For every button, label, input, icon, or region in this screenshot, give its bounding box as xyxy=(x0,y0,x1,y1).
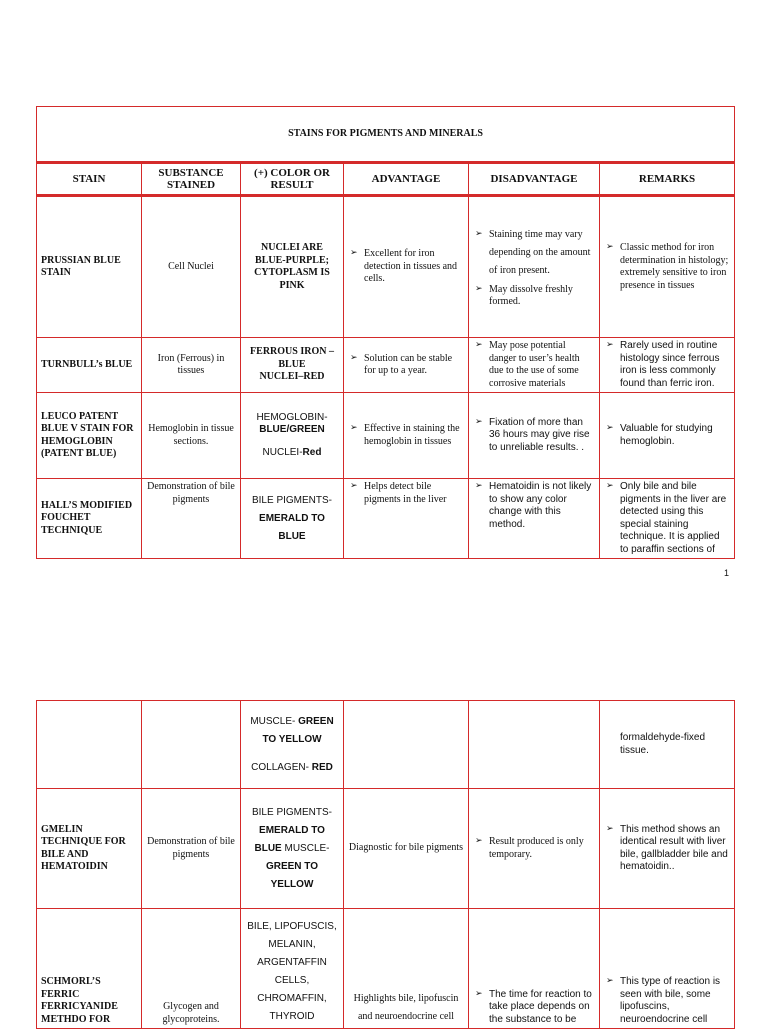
advantage-text: Helps detect bile pigments in the liver xyxy=(364,481,447,505)
remarks-cell xyxy=(600,393,735,479)
arrow-bullet-icon: ➢ xyxy=(606,823,614,834)
substance-cell: Demonstration of bile pigments xyxy=(142,479,241,559)
substance-cell: Demonstration of bile pigments xyxy=(142,789,241,909)
result-cell xyxy=(241,393,344,479)
arrow-bullet-icon: ➢ xyxy=(475,481,483,491)
header-disadvantage: DISADVANTAGE xyxy=(469,163,600,196)
list-item xyxy=(604,481,730,556)
arrow-bullet-icon: ➢ xyxy=(475,988,483,999)
advantage-cell xyxy=(344,196,469,338)
result-line: NUCLEI–RED xyxy=(259,371,325,383)
disadvantage-text: May dissolve freshly formed. xyxy=(489,283,573,307)
list-item xyxy=(473,340,595,390)
result-line xyxy=(245,447,339,460)
result-cell xyxy=(241,701,344,789)
table-row xyxy=(37,393,735,479)
stains-table-page-2 xyxy=(36,700,735,1029)
header-remarks: REMARKS xyxy=(600,163,735,196)
advantage-cell: Diagnostic for bile pigments xyxy=(344,789,469,909)
disadvantage-cell xyxy=(469,393,600,479)
arrow-bullet-icon: ➢ xyxy=(606,481,614,491)
remarks-cell xyxy=(600,909,735,1029)
stains-table-page-1 xyxy=(36,106,735,559)
arrow-bullet-icon: ➢ xyxy=(606,976,614,986)
disadvantage-text: The time for reaction to take place depends on the substance to be xyxy=(489,988,592,1025)
disadvantage-text: Result produced is only temporary. xyxy=(489,836,584,860)
result-label: COLLAGEN- xyxy=(251,761,309,773)
remarks-cell xyxy=(600,789,735,909)
disadvantage-cell xyxy=(469,909,600,1029)
disadvantage-cell xyxy=(469,701,600,789)
header-substance: SUBSTANCE STAINED xyxy=(142,163,241,196)
list-item xyxy=(604,824,730,874)
result-color: RED xyxy=(311,761,333,773)
disadvantage-text: Fixation of more than 36 hours may give rise to unreliable results. . xyxy=(489,416,590,453)
remarks-cell xyxy=(600,338,735,393)
list-item xyxy=(348,248,464,286)
result-label: HEMOGLOBIN- xyxy=(256,411,328,423)
result-line xyxy=(245,713,339,749)
advantage-cell xyxy=(344,393,469,479)
list-item xyxy=(348,481,464,506)
substance-cell: Glycogen and glycoproteins. xyxy=(142,909,241,1029)
result-color: EMERALD TO BLUE xyxy=(254,824,325,854)
document-title: STAINS FOR PIGMENTS AND MINERALS xyxy=(37,107,735,163)
arrow-bullet-icon: ➢ xyxy=(475,836,483,846)
list-item xyxy=(473,836,595,861)
result-cell xyxy=(241,338,344,393)
table-row xyxy=(37,196,735,338)
remarks-cell xyxy=(600,196,735,338)
remarks-text: Only bile and bile pigments in the liver are detected using this special staining technique. It is applied to paraffin sections of xyxy=(620,481,727,555)
table-row xyxy=(37,909,735,1029)
disadvantage-cell xyxy=(469,479,600,559)
substance-cell xyxy=(142,701,241,789)
list-item xyxy=(473,481,595,531)
arrow-bullet-icon: ➢ xyxy=(475,283,483,294)
arrow-bullet-icon: ➢ xyxy=(475,416,483,427)
table-row xyxy=(37,338,735,393)
result-label: NUCLEI- xyxy=(262,446,303,458)
arrow-bullet-icon: ➢ xyxy=(350,248,358,259)
arrow-bullet-icon: ➢ xyxy=(606,242,614,252)
remarks-cell: formaldehyde-fixed tissue. xyxy=(600,701,735,789)
result-color: GREEN TO YELLOW xyxy=(262,715,334,745)
disadvantage-text: May pose potential danger to user’s health due to the use of some corrosive materials xyxy=(489,340,580,389)
result-cell: BILE, LIPOFUSCIS, MELANIN, ARGENTAFFIN CELLS, CHROMAFFIN, THYROID xyxy=(241,909,344,1029)
result-cell: NUCLEI ARE BLUE-PURPLE; CYTOPLASM IS PINK xyxy=(241,196,344,338)
stain-name: PRUSSIAN BLUE STAIN xyxy=(37,196,142,338)
table-row xyxy=(37,789,735,909)
advantage-cell: Highlights bile, lipofuscin and neuroendocrine cell xyxy=(344,909,469,1029)
result-color: EMERALD TO BLUE xyxy=(259,512,325,542)
list-item xyxy=(348,353,464,378)
list-item xyxy=(604,976,730,1026)
disadvantage-cell xyxy=(469,338,600,393)
stain-name: TURNBULL’s BLUE xyxy=(37,338,142,393)
result-label: BILE PIGMENTS- xyxy=(251,806,332,818)
result-line xyxy=(245,759,339,777)
disadvantage-text: Hematoidin is not likely to show any color change with this method. xyxy=(489,481,592,530)
result-label: BILE PIGMENTS- xyxy=(251,494,332,506)
list-item xyxy=(473,284,595,309)
result-line: FERROUS IRON – BLUE xyxy=(250,346,334,370)
stain-name xyxy=(37,701,142,789)
result-line xyxy=(245,822,339,858)
remarks-text: Rarely used in routine histology since ferrous iron is less commonly found than ferric iron. xyxy=(620,340,720,389)
result-label: MUSCLE- xyxy=(284,842,330,854)
disadvantage-cell xyxy=(469,196,600,338)
result-label: MUSCLE- xyxy=(250,715,296,727)
arrow-bullet-icon: ➢ xyxy=(475,228,483,239)
arrow-bullet-icon: ➢ xyxy=(350,481,358,491)
arrow-bullet-icon: ➢ xyxy=(350,352,358,363)
list-item xyxy=(473,226,595,280)
result-cell xyxy=(241,789,344,909)
advantage-text: Solution can be stable for up to a year. xyxy=(364,352,453,376)
stain-name: SCHMORL’S FERRIC FERRICYANIDE METHDO FOR xyxy=(37,909,142,1029)
remarks-text: This type of reaction is seen with bile, some lipofuscins, neuroendocrine cell xyxy=(620,976,721,1025)
result-color: Red xyxy=(302,446,322,458)
remarks-text: Classic method for iron determination in histology; extremely sensitive to iron presence in tissues xyxy=(620,242,729,291)
page-number: 1 xyxy=(724,568,730,578)
advantage-text: Effective in staining the hemoglobin in tissues xyxy=(364,423,460,447)
arrow-bullet-icon: ➢ xyxy=(606,423,614,433)
header-result: (+) COLOR OR RESULT xyxy=(241,163,344,196)
table-row xyxy=(37,701,735,789)
remarks-text: Valuable for studying hemoglobin. xyxy=(620,423,713,447)
advantage-cell xyxy=(344,701,469,789)
remarks-cell xyxy=(600,479,735,559)
stain-name: GMELIN TECHNIQUE FOR BILE AND HEMATOIDIN xyxy=(37,789,142,909)
table-row xyxy=(37,479,735,559)
substance-cell: Cell Nuclei xyxy=(142,196,241,338)
list-item xyxy=(604,423,730,448)
disadvantage-cell xyxy=(469,789,600,909)
arrow-bullet-icon: ➢ xyxy=(475,340,483,350)
substance-cell: Iron (Ferrous) in tissues xyxy=(142,338,241,393)
header-advantage: ADVANTAGE xyxy=(344,163,469,196)
arrow-bullet-icon: ➢ xyxy=(606,340,614,350)
list-item xyxy=(604,340,730,390)
disadvantage-text: Staining time may vary depending on the amount of iron present. xyxy=(489,228,591,276)
advantage-text: Excellent for iron detection in tissues and cells. xyxy=(364,248,458,285)
list-item xyxy=(348,423,464,448)
advantage-cell xyxy=(344,479,469,559)
stain-name: LEUCO PATENT BLUE V STAIN FOR HEMOGLOBIN (PATENT BLUE) xyxy=(37,393,142,479)
result-color: GREEN TO YELLOW xyxy=(265,860,319,890)
result-cell xyxy=(241,479,344,559)
result-line xyxy=(245,412,339,425)
list-item xyxy=(473,989,595,1027)
list-item xyxy=(473,417,595,455)
table-header-row xyxy=(37,163,735,196)
stain-name: HALL’S MODIFIED FOUCHET TECHNIQUE xyxy=(37,479,142,559)
advantage-cell xyxy=(344,338,469,393)
remarks-text: This method shows an identical result with liver bile, gallbladder bile and hematoidin.. xyxy=(620,823,728,872)
list-item xyxy=(604,242,730,292)
substance-cell: Hemoglobin in tissue sections. xyxy=(142,393,241,479)
header-stain: STAIN xyxy=(37,163,142,196)
arrow-bullet-icon: ➢ xyxy=(350,423,358,433)
result-color: BLUE/GREEN xyxy=(259,424,325,436)
